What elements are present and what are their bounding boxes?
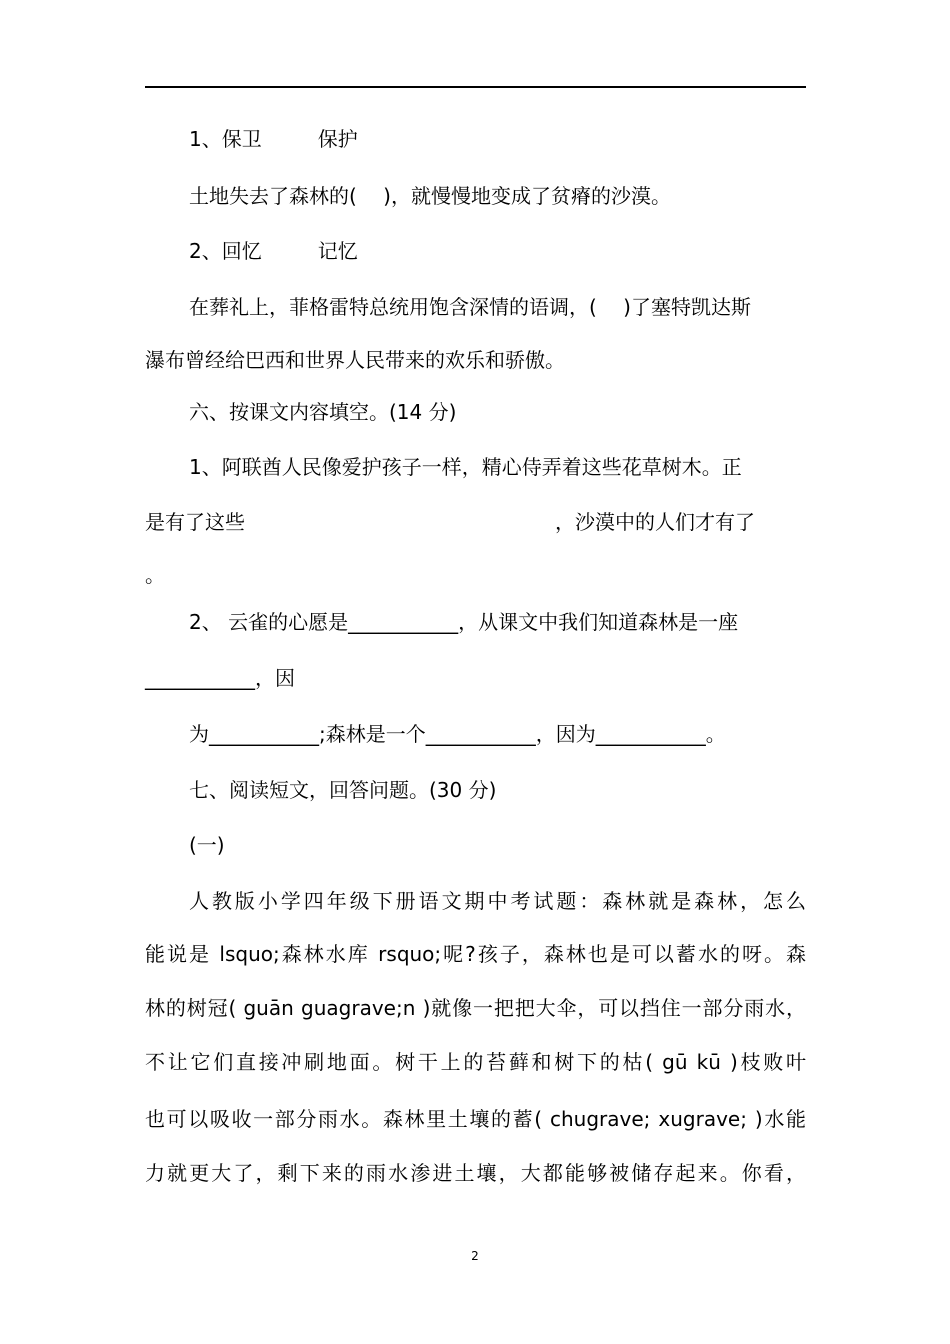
section-7-heading: 七、阅读短文，回答问题。(30 分) [189, 778, 497, 802]
header-rule [145, 86, 806, 88]
q5-item-1 [189, 125, 358, 153]
q6-item-1-line-3: 。 [145, 563, 165, 587]
passage-line-6: 力就更大了，剩下来的雨水渗进土壤，大都能够被储存起来。你看， [145, 1161, 806, 1185]
q6-item-2-line-3: 为___________;森林是一个___________，因为___________。 [189, 722, 726, 746]
q5-item-2-word: 记忆 [317, 239, 358, 263]
passage-line-1: 人教版小学四年级下册语文期中考试题：森林就是森林，怎么 [189, 889, 806, 913]
page-number: 2 [471, 1249, 479, 1263]
q5-item-1-word: 保护 [317, 127, 358, 151]
q6-item-1-suffix: ，沙漠中的人们才有了 [555, 510, 755, 534]
q5-item-1-sentence: 土地失去了森林的( )，就慢慢地变成了贫瘠的沙漠。 [189, 184, 671, 208]
q6-item-2-line-2: ___________，因 [145, 666, 295, 690]
passage-line-4: 不让它们直接冲刷地面。树干上的苔藓和树下的枯( gū kū )枝败叶 [145, 1050, 806, 1074]
q5-item-2 [189, 237, 358, 265]
q6-item-1-line-1: 1、阿联酋人民像爱护孩子一样，精心侍弄着这些花草树木。正 [189, 455, 742, 479]
q5-item-1-number: 1、保卫 [189, 127, 262, 151]
section-6-heading: 六、按课文内容填空。(14 分) [189, 400, 457, 424]
passage-line-2: 能说是 lsquo;森林水库 rsquo;呢?孩子，森林也是可以蓄水的呀。森 [145, 942, 806, 966]
q5-item-2-number: 2、回忆 [189, 239, 262, 263]
q5-item-2-sentence-line-1: 在葬礼上，菲格雷特总统用饱含深情的语调，( )了塞特凯达斯 [189, 295, 751, 319]
passage-line-3: 林的树冠( guān guagrave;n )就像一把把大伞，可以挡住一部分雨水， [145, 996, 806, 1020]
q5-item-2-sentence-line-2: 瀑布曾经给巴西和世界人民带来的欢乐和骄傲。 [145, 348, 565, 372]
q6-item-2-line-1: 2、 云雀的心愿是___________，从课文中我们知道森林是一座 [189, 610, 739, 634]
passage-label: (一) [189, 833, 225, 857]
passage-line-5: 也可以吸收一部分雨水。森林里土壤的蓄( chugrave; xugrave; )水能 [145, 1107, 806, 1131]
q6-item-1-prefix: 是有了这些 [145, 510, 245, 534]
q6-item-1-line-2 [145, 508, 755, 536]
